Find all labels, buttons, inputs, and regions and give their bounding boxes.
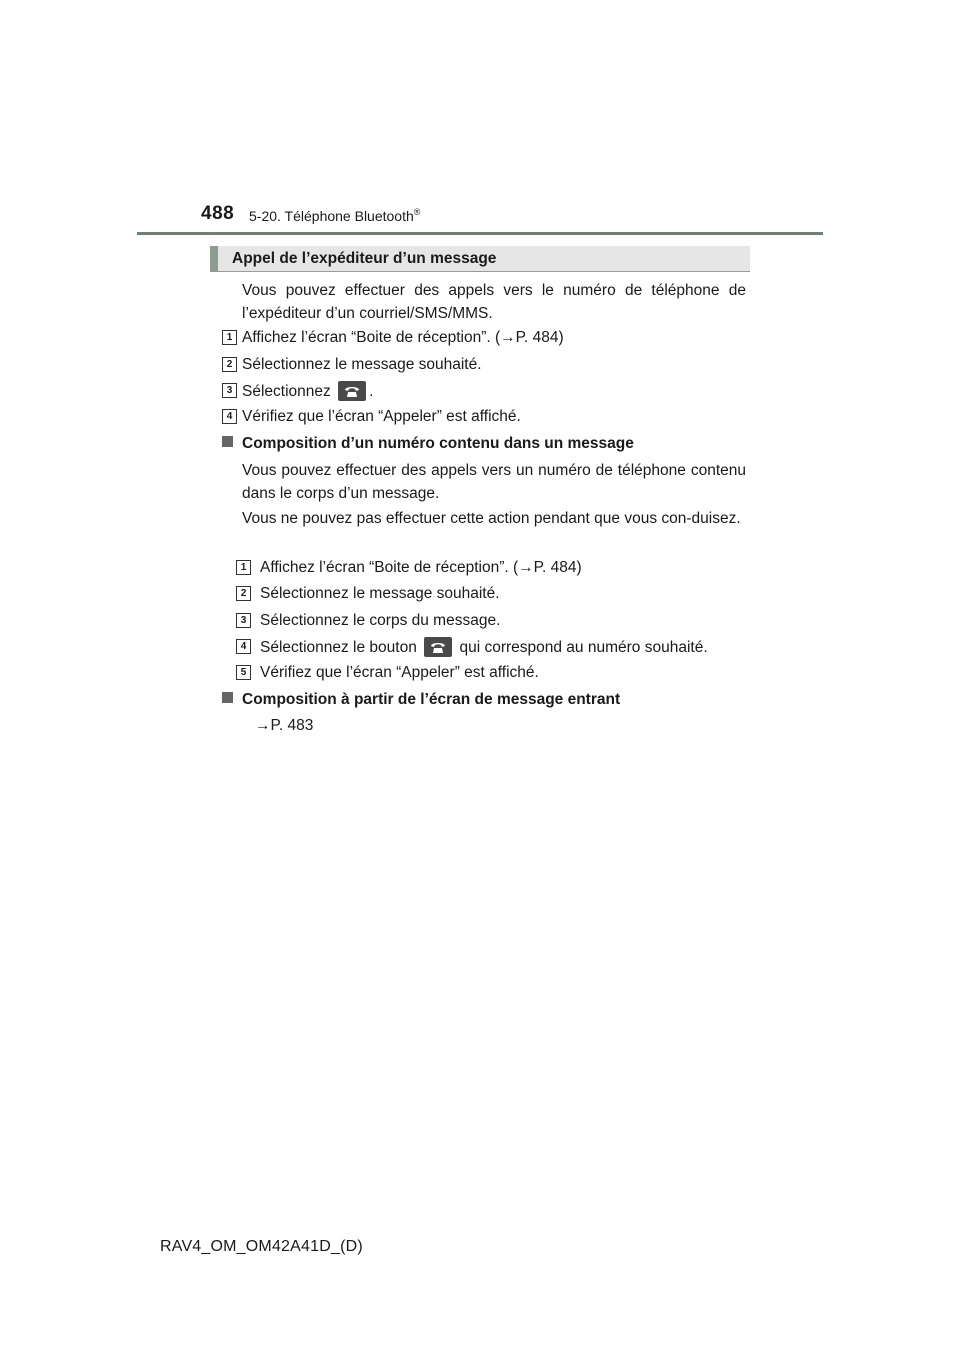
section-title: Appel de l’expéditeur d’un message <box>232 250 497 267</box>
subsection-paragraph: Vous pouvez effectuer des appels vers un numéro de téléphone contenu dans le corps d’un message. <box>242 462 746 502</box>
document-code: RAV4_OM_OM42A41D_(D) <box>160 1238 363 1255</box>
chapter-title-text: 5-20. Téléphone Bluetooth <box>249 208 414 224</box>
step-number-box: 4 <box>222 409 237 424</box>
step-text-before: Sélectionnez <box>242 383 331 400</box>
step-number-box: 2 <box>236 586 251 601</box>
subsection-heading-text: Composition d’un numéro contenu dans un message <box>242 435 634 452</box>
phone-icon <box>338 381 366 401</box>
step-number-box: 3 <box>236 613 251 628</box>
step-text-after: . <box>369 383 374 400</box>
step-text: Sélectionnez le corps du message. <box>260 612 501 629</box>
section-intro: Vous pouvez effectuer des appels vers le numéro de téléphone de l’expéditeur d’un courriel/SMS/MMS. <box>242 282 746 322</box>
phone-icon <box>424 637 452 657</box>
step-number-box: 2 <box>222 357 237 372</box>
step-number-box: 4 <box>236 639 251 654</box>
page-reference: →P. 483 <box>255 717 314 734</box>
section-title-bar <box>210 246 750 272</box>
step-number-box: 5 <box>236 665 251 680</box>
step-text: Sélectionnez le message souhaité. <box>260 585 500 602</box>
step-text-after: qui correspond au numéro souhaité. <box>459 639 708 656</box>
step-text: Vérifiez que l’écran “Appeler” est affiché. <box>242 408 521 425</box>
step-number-box: 1 <box>236 560 251 575</box>
square-bullet-icon <box>222 436 233 447</box>
header-rule <box>137 232 823 235</box>
step-text: Vérifiez que l’écran “Appeler” est affiché. <box>260 664 539 681</box>
chapter-title <box>249 207 420 224</box>
subsection-heading <box>222 690 620 710</box>
step-text-before: Sélectionnez le bouton <box>260 639 417 656</box>
step-text: Affichez l’écran “Boite de réception”. (→P. 484) <box>242 329 564 346</box>
step-text <box>260 637 708 658</box>
square-bullet-icon <box>222 692 233 703</box>
step-text: Sélectionnez le message souhaité. <box>242 356 482 373</box>
page-number: 488 <box>201 203 235 224</box>
step-number-box: 1 <box>222 330 237 345</box>
step-text <box>242 381 373 402</box>
subsection-heading-text: Composition à partir de l’écran de message entrant <box>242 691 621 708</box>
registered-mark: ® <box>413 207 421 217</box>
step-number-box: 3 <box>222 383 237 398</box>
subsection-heading <box>222 434 634 454</box>
subsection-paragraph: Vous ne pouvez pas effectuer cette action pendant que vous con-duisez. <box>242 510 741 527</box>
step-text: Affichez l’écran “Boite de réception”. (→P. 484) <box>260 559 582 576</box>
